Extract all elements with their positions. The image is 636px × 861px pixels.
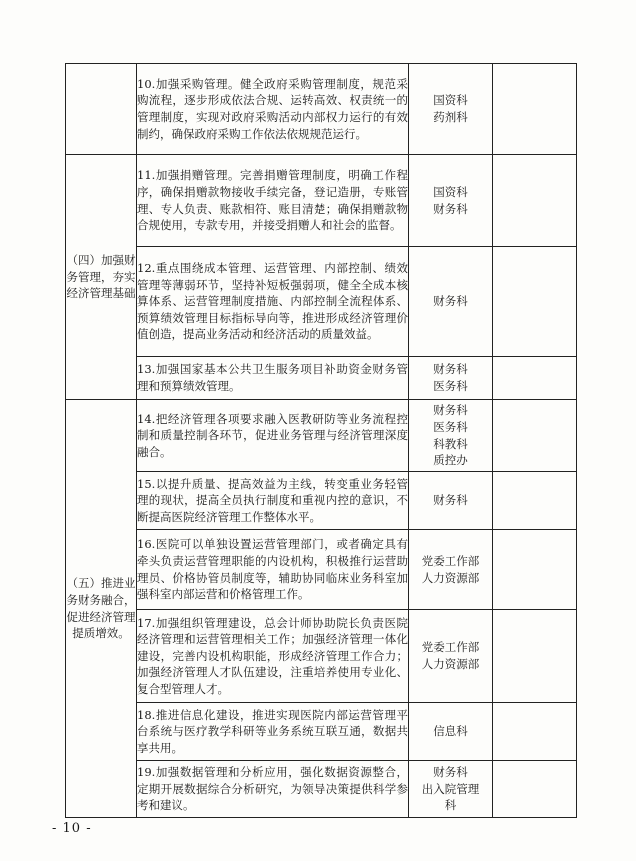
dept-name: 财务科 — [433, 201, 468, 216]
table-row — [66, 472, 577, 530]
dept-name: 信息科 — [433, 724, 468, 739]
remark-cell — [493, 530, 577, 610]
dept-name: 财务科 — [433, 403, 468, 418]
table-row — [66, 64, 577, 155]
dept-name: 出入院管理 — [421, 781, 480, 796]
dept-cell — [409, 530, 493, 610]
task-cell: 10.加强采购管理。健全政府采购管理制度，规范采购流程，逐步形成依法合规、运转高效、权责统一的管理制度，实现对政府采购活动内部权力运行的有效制约，确保政府采购工作依法依规规范运行。 — [137, 64, 409, 155]
dept-cell — [409, 357, 493, 400]
category-cell — [66, 155, 137, 400]
remark-cell — [493, 703, 577, 761]
dept-cell — [409, 610, 493, 703]
table-row — [66, 357, 577, 400]
dept-name: 人力资源部 — [421, 570, 480, 585]
dept-cell — [409, 472, 493, 530]
dept-name: 党委工作部 — [421, 640, 480, 655]
remark-cell — [493, 64, 577, 155]
remark-cell — [493, 155, 577, 247]
dept-cell — [409, 761, 493, 818]
dept-name: 医务科 — [433, 379, 468, 393]
task-cell: 16.医院可以单独设置运营管理部门，或者确定具有牵头负责运营管理职能的内设机构，积极推行运营助理员、价格协管员制度等，辅助协同临床业务科室加强科室内部运营和价格管理工作。 — [137, 530, 409, 610]
table-row — [66, 761, 577, 818]
remark-cell — [493, 247, 577, 357]
task-cell: 13.加强国家基本公共卫生服务项目补助资金财务管理和预算绩效管理。 — [137, 357, 409, 400]
remark-cell — [493, 472, 577, 530]
dept-name: 医务科 — [433, 419, 468, 434]
dept-name: 人力资源部 — [421, 657, 480, 671]
remark-cell — [493, 400, 577, 472]
dept-cell — [409, 64, 493, 155]
remark-cell — [493, 357, 577, 400]
task-cell: 15.以提升质量、提高效益为主线，转变重业务轻管理的现状，提高全员执行制度和重视内控的意识，不断提高医院经济管理工作整体水平。 — [137, 472, 409, 530]
table-row — [66, 610, 577, 703]
remark-cell — [493, 610, 577, 703]
dept-cell — [409, 400, 493, 472]
table-row — [66, 155, 577, 247]
dept-cell — [409, 155, 493, 247]
table-row — [66, 703, 577, 761]
table-row — [66, 530, 577, 610]
dept-name: 财务科 — [433, 765, 468, 780]
table-row — [66, 400, 577, 472]
task-cell: 17.加强组织管理建设，总会计师协助院长负责医院经济管理和运营管理相关工作；加强经济管理一体化建设，完善内设机构职能，形成经济管理工作合力；加强经济管理人才队伍建设，注重培养使用专业化、复合型管理人才。 — [137, 610, 409, 703]
dept-cell — [409, 703, 493, 761]
dept-cell — [409, 247, 493, 357]
dept-name: 国资科 — [433, 184, 468, 199]
dept-name: 质控办 — [433, 453, 468, 468]
task-table — [65, 63, 577, 818]
category-label: （五）推进业务财务融合，促进经济管理提质增效。 — [66, 576, 136, 641]
dept-name: 党委工作部 — [421, 553, 480, 568]
remark-cell — [493, 761, 577, 818]
dept-name: 科教科 — [433, 436, 468, 451]
task-cell: 11.加强捐赠管理。完善捐赠管理制度，明确工作程序，确保捐赠款物接收手续完备，登记造册，专账管理、专人负责、账款相符、账目清楚；确保捐赠款物合规使用，专款专用，并接受捐赠人和社会的监督。 — [137, 155, 409, 247]
task-cell: 12.重点围绕成本管理、运营管理、内部控制、绩效管理等薄弱环节，坚持补短板强弱项，健全全成本核算体系、运营管理制度措施、内部控制全流程体系、预算绩效管理目标指标导向等，推进形成经济管理价值创造，提高业务活动和经济活动的质量效益。 — [137, 247, 409, 357]
dept-name: 科 — [444, 798, 457, 813]
dept-name: 国资科 — [433, 93, 468, 108]
dept-name: 财务科 — [433, 493, 468, 508]
dept-name: 药剂科 — [433, 110, 468, 124]
category-label: （四）加强财务管理，夯实经济管理基础 — [66, 253, 136, 301]
task-cell: 14.把经济管理各项要求融入医教研防等业务流程控制和质量控制各环节，促进业务管理与经济管理深度融合。 — [137, 400, 409, 472]
task-cell: 19.加强数据管理和分析应用，强化数据资源整合，定期开展数据综合分析研究，为领导决策提供科学参考和建议。 — [137, 761, 409, 818]
table-row — [66, 247, 577, 357]
category-cell — [66, 400, 137, 818]
dept-name: 财务科 — [433, 294, 468, 309]
task-cell: 18.推进信息化建设，推进实现医院内部运营管理平台系统与医疗教学科研等业务系统互联互通，数据共享共用。 — [137, 703, 409, 761]
page-number: - 10 - — [52, 821, 92, 836]
dept-name: 财务科 — [433, 362, 468, 377]
category-cell-empty — [66, 64, 137, 155]
